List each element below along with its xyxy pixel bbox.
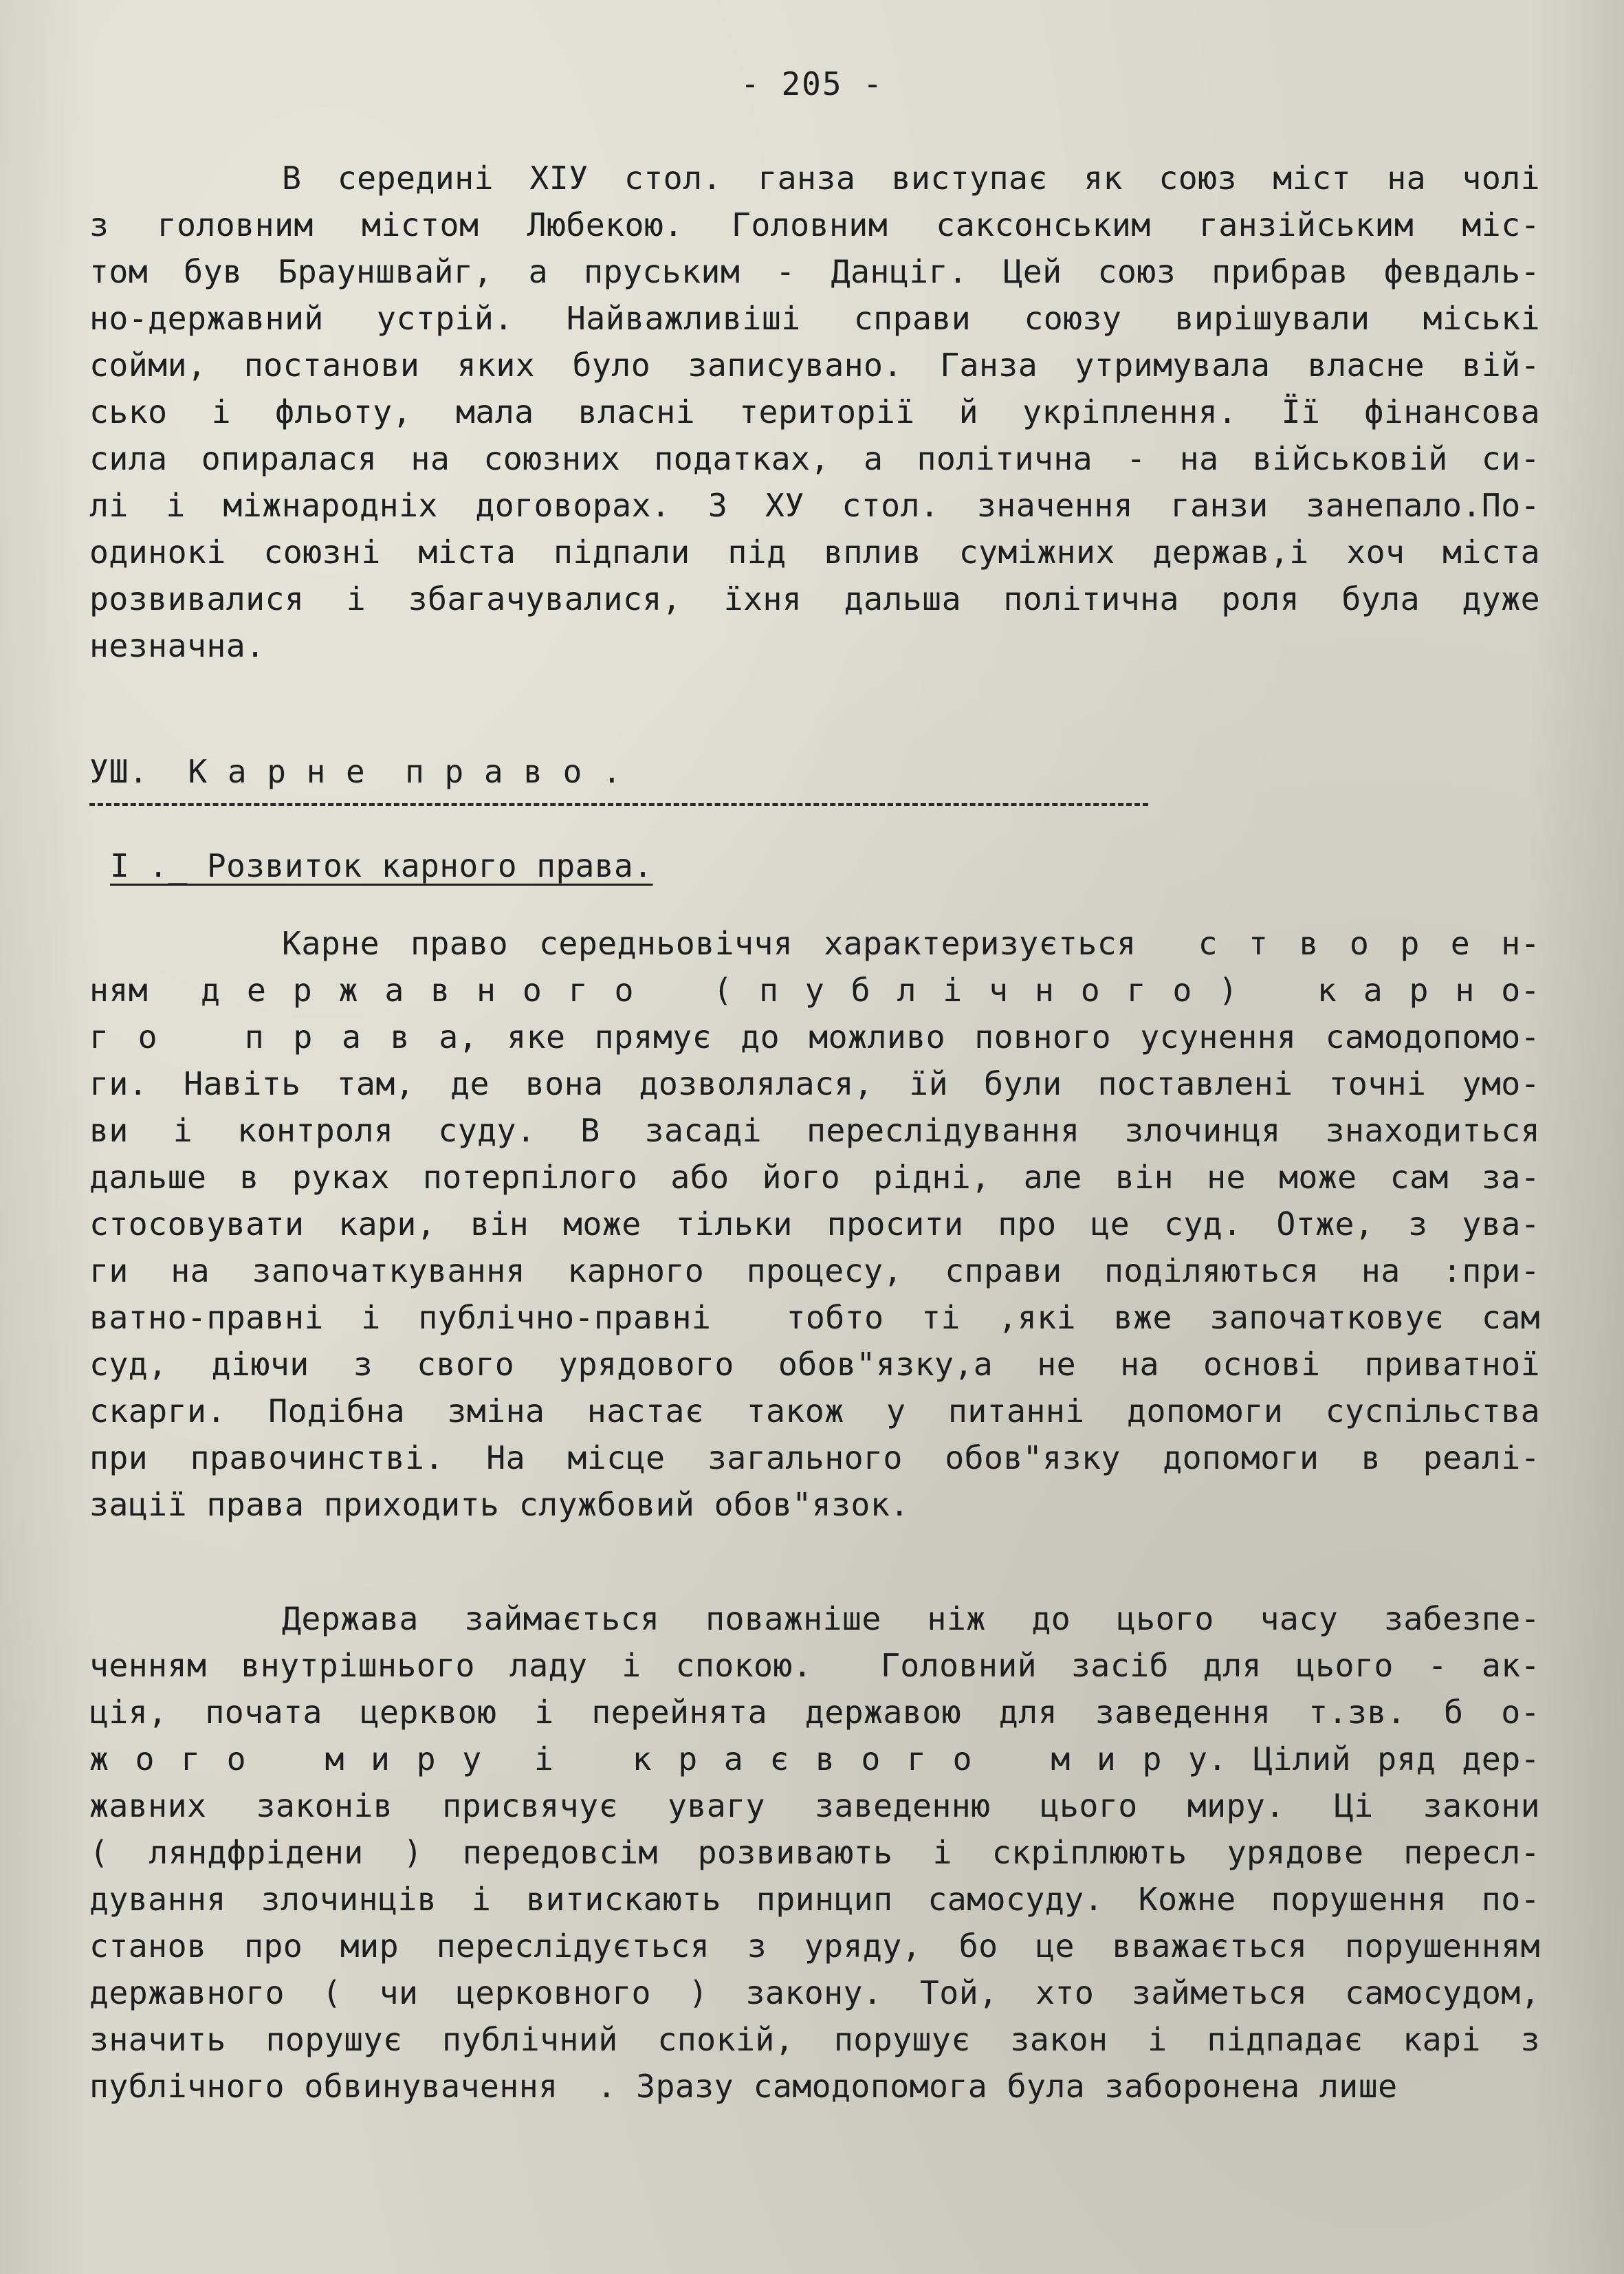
text-line-content: зації права приходить службовий обов"язок. <box>89 1486 910 1523</box>
text-line <box>89 1107 1540 1154</box>
text-line-content: ги. Навіть там, де вона дозволялася, їй були поставлені точні умо- <box>89 1065 1540 1102</box>
text-line <box>89 1247 1540 1294</box>
text-line <box>89 435 1540 482</box>
paragraph-state-peace <box>89 1595 1540 2110</box>
text-line <box>89 1969 1540 2016</box>
text-line <box>89 622 1540 669</box>
text-line <box>89 1642 1540 1689</box>
text-line <box>89 201 1540 248</box>
text-line-content: В середині XIУ стол. ганза виступає як союз міст на чолі <box>282 160 1540 197</box>
text-line-content: сойми, постанови яких було записувано. Ганза утримувала власне вій- <box>89 347 1540 384</box>
subsection-heading: I ._ Розвиток карного права. <box>110 847 653 884</box>
text-line-content: незначна. <box>89 627 265 664</box>
text-line-content: ченням внутрішнього ладу і спокою. Головний засіб для цього - ак- <box>89 1647 1540 1684</box>
text-line <box>89 1388 1540 1434</box>
text-line-content: ги на започаткування карного процесу, справи поділяються на :при- <box>89 1252 1540 1289</box>
text-line-content: стосовувати кари, він може тільки просити про це суд. Отже, з ува- <box>89 1205 1540 1243</box>
text-line <box>89 1829 1540 1876</box>
text-line <box>89 482 1540 529</box>
text-line <box>89 1294 1540 1341</box>
text-line <box>89 155 1540 201</box>
text-line-content: дальше в руках потерпілого або його рідні, але він не може сам за- <box>89 1159 1540 1196</box>
text-line <box>89 1782 1540 1829</box>
text-line-content: ( ляндфрідени ) передовсім розвивають і скріплюють урядове пересл- <box>89 1834 1540 1871</box>
text-line-content: публічного обвинувачення . Зразу самодопомога була заборонена лише <box>89 2068 1398 2105</box>
text-line <box>89 2016 1540 2063</box>
text-line-content: жавних законів присвячує увагу заведенню цього миру. Ці закони <box>89 1787 1540 1824</box>
text-line-content: Карне право середньовіччя характеризується с т в о р е н- <box>282 925 1540 962</box>
text-line-content: значить порушує публічний спокій, порушує закон і підпадає карі з <box>89 2021 1540 2058</box>
text-line <box>89 1923 1540 1969</box>
text-line <box>89 1060 1540 1107</box>
paragraph-hanse <box>89 155 1540 669</box>
text-line <box>89 576 1540 622</box>
text-line-content: г о п р а в а, яке прямує до можливо повного усунення самодопомо- <box>89 1018 1540 1056</box>
text-line-content: з головним містом Любекою. Головним саксонським ганзійським міс- <box>89 206 1540 243</box>
text-line <box>89 529 1540 576</box>
text-line-content: ви і контроля суду. В засаді переслідування злочинця знаходиться <box>89 1112 1540 1149</box>
text-line <box>89 1154 1540 1201</box>
text-line-content: державного ( чи церковного ) закону. Той, хто займеться самосудом, <box>89 1974 1540 2011</box>
text-line-content: сила опиралася на союзних податках, а політична - на військовій си- <box>89 440 1540 477</box>
text-line-content: Держава займається поважніше ніж до цього часу забезпе- <box>282 1600 1540 1637</box>
text-line <box>89 342 1540 389</box>
text-line <box>89 295 1540 342</box>
section-heading: УШ. К а р н е п р а в о . <box>89 753 622 790</box>
text-line <box>89 967 1540 1014</box>
text-line <box>89 389 1540 435</box>
text-line <box>89 1481 1540 1528</box>
text-line-content: сько і фльоту, мала власні території й укріплення. Її фінансова <box>89 393 1540 430</box>
text-line <box>89 1014 1540 1060</box>
text-line <box>89 1876 1540 1923</box>
text-line <box>89 1689 1540 1736</box>
text-line <box>89 1434 1540 1481</box>
text-line-content: одинокі союзні міста підпали під вплив суміжних держав,і хоч міста <box>89 534 1540 571</box>
text-line-content: розвивалися і збагачувалися, їхня дальша політична роля була дуже <box>89 580 1540 617</box>
text-line-content: скарги. Подібна зміна настає також у питанні допомоги суспільства <box>89 1392 1540 1430</box>
text-line-content: ція, почата церквою і перейнята державою для заведення т.зв. б о- <box>89 1694 1540 1731</box>
page-number: - 205 - <box>740 65 884 102</box>
text-line-content: при правочинстві. На місце загального обов"язку допомоги в реалі- <box>89 1439 1540 1476</box>
text-line <box>89 920 1540 967</box>
text-line-content: ням д е р ж а в н о г о ( п у б л і ч н о г о ) к а р н о- <box>89 972 1540 1009</box>
text-line <box>89 1595 1540 1642</box>
text-line-content: ж о г о м и р у і к р а є в о г о м и р у. Цілий ряд дер- <box>89 1740 1540 1778</box>
text-line <box>89 248 1540 295</box>
section-heading-rule <box>89 803 1148 806</box>
text-line-content: дування злочинців і витискають принцип самосуду. Кожне порушення по- <box>89 1881 1540 1918</box>
text-line <box>89 1201 1540 1247</box>
text-line-content: ватно-правні і публічно-правні тобто ті ,які вже започатковує сам <box>89 1299 1540 1336</box>
text-line <box>89 1341 1540 1388</box>
paragraph-criminal-law-development <box>89 920 1540 1528</box>
text-line-content: станов про мир переслідується з уряду, бо це вважається порушенням <box>89 1927 1540 1965</box>
text-line <box>89 2063 1540 2110</box>
text-line-content: суд, діючи з свого урядового обов"язку,а не на основі приватної <box>89 1346 1540 1383</box>
text-line-content: но-державний устрій. Найважливіші справи союзу вирішували міські <box>89 300 1540 337</box>
text-line-content: том був Брауншвайг, а пруським - Данціг. Цей союз прибрав февдаль- <box>89 253 1540 290</box>
text-line-content: лі і міжнародніх договорах. З XУ стол. значення ганзи занепало.По- <box>89 487 1540 524</box>
text-line <box>89 1736 1540 1782</box>
